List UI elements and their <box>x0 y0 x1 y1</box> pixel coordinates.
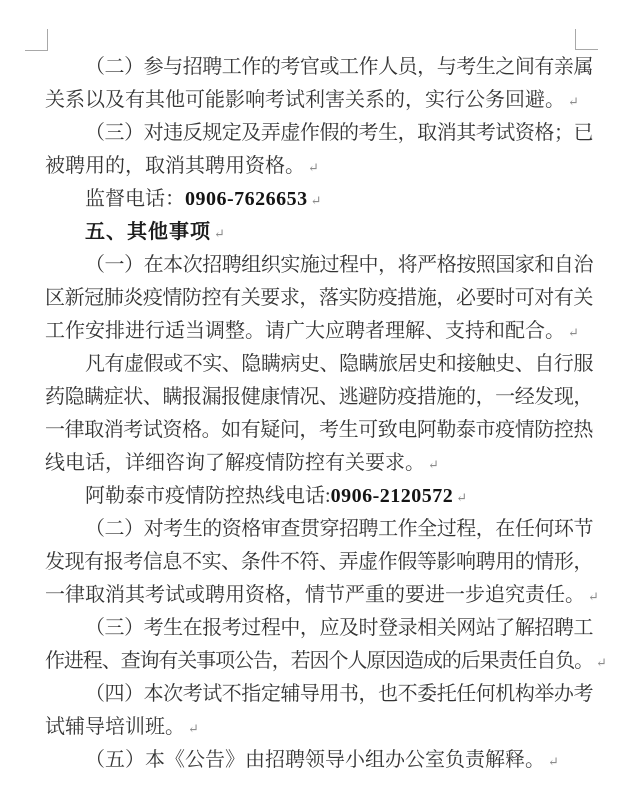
line-text: 一律取消考试资格。如有疑问，考生可致电阿勒泰市疫情防控热 <box>45 419 593 441</box>
paragraph-line <box>45 546 593 579</box>
paragraph-line <box>45 117 593 150</box>
line-text: 试辅导培训班。 <box>45 716 185 738</box>
phone-label: 阿勒泰市疫情防控热线电话: <box>85 485 331 507</box>
line-text: （四）本次考试不指定辅导用书，也不委托任何机构举办考 <box>85 683 593 705</box>
phone-label: 监督电话： <box>85 188 185 210</box>
supervision-phone-line <box>45 183 593 216</box>
line-text: 关系以及有其他可能影响考试利害关系的，实行公务回避。 <box>45 89 565 111</box>
line-text: 工作安排进行适当调整。请广大应聘者理解、支持和配合。 <box>45 320 565 342</box>
paragraph-mark-icon: ↵ <box>308 160 319 175</box>
line-text: 区新冠肺炎疫情防控有关要求，落实防疫措施，必要时可对有关 <box>45 287 593 309</box>
line-text: 一律取消其考试或聘用资格，情节严重的要进一步追究责任。 <box>45 584 585 606</box>
paragraph-line <box>45 645 607 678</box>
paragraph-mark-icon: ↵ <box>568 325 579 340</box>
paragraph-line <box>45 744 593 777</box>
paragraph-mark-icon: ↵ <box>456 490 468 505</box>
paragraph-line <box>45 249 593 282</box>
text-boundary-mark-top-right <box>575 29 598 50</box>
paragraph-line <box>45 447 593 480</box>
line-text: （二）对考生的资格审查贯穿招聘工作全过程，在任何环节 <box>85 518 593 540</box>
paragraph-line <box>45 711 593 744</box>
section-heading-other-matters <box>45 216 593 249</box>
paragraph-line <box>45 282 593 315</box>
paragraph-line <box>45 315 593 348</box>
document-body <box>45 51 607 777</box>
paragraph-mark-icon: ↵ <box>188 721 199 736</box>
paragraph-line <box>45 348 593 381</box>
line-text: 凡有虚假或不实、隐瞒病史、隐瞒旅居史和接触史、自行服 <box>85 353 593 375</box>
line-text: 药隐瞒症状、瞒报漏报健康情况、逃避防疫措施的，一经发现， <box>45 386 593 408</box>
paragraph-line <box>45 612 593 645</box>
paragraph-line <box>45 51 593 84</box>
paragraph-line <box>45 381 593 414</box>
line-text: （三）考生在报考过程中，应及时登录相关网站了解招聘工 <box>85 617 593 639</box>
line-text: （二）参与招聘工作的考官或工作人员，与考生之间有亲属 <box>85 56 593 78</box>
paragraph-line <box>45 513 593 546</box>
line-text: （一）在本次招聘组织实施过程中，将严格按照国家和自治 <box>85 254 593 276</box>
paragraph-line <box>45 414 593 447</box>
paragraph-mark-icon: ↵ <box>428 457 439 472</box>
paragraph-mark-icon: ↵ <box>568 94 579 109</box>
paragraph-line <box>45 579 599 612</box>
paragraph-mark-icon: ↵ <box>548 754 559 769</box>
paragraph-mark-icon: ↵ <box>588 589 599 604</box>
paragraph-line <box>45 678 593 711</box>
line-text: 线电话，详细咨询了解疫情防控有关要求。 <box>45 452 425 474</box>
hotline-phone-line <box>45 480 593 513</box>
paragraph-mark-icon: ↵ <box>214 226 225 241</box>
line-text: 发现有报考信息不实、条件不符、弄虚作假等影响聘用的情形， <box>45 551 593 573</box>
supervision-phone-number: 0906-7626653 <box>185 188 308 210</box>
text-boundary-mark-top-left <box>25 29 48 51</box>
paragraph-line <box>45 150 593 183</box>
heading-text: 五、其他事项 <box>85 221 211 243</box>
paragraph-mark-icon: ↵ <box>310 193 322 208</box>
line-text: 被聘用的，取消其聘用资格。 <box>45 155 305 177</box>
line-text: （五）本《公告》由招聘领导小组办公室负责解释。 <box>85 749 545 771</box>
line-text: （三）对违反规定及弄虚作假的考生，取消其考试资格；已 <box>85 122 593 144</box>
paragraph-line <box>45 84 593 117</box>
line-text: 作进程、查询有关事项公告，若因个人原因造成的后果责任自负。 <box>45 650 593 672</box>
paragraph-mark-icon: ↵ <box>596 655 607 670</box>
hotline-phone-number: 0906-2120572 <box>330 485 454 507</box>
